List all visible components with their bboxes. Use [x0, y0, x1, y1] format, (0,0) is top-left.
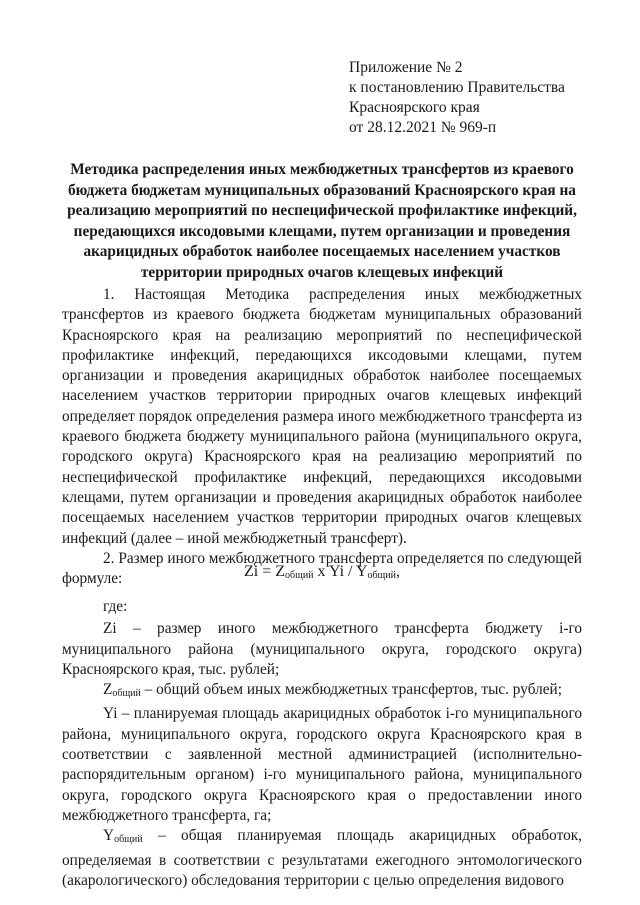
y-subscript: общий: [114, 834, 143, 846]
document-title: Методика распределения иных межбюджетных трансфертов из краевого бюджета бюджетам муниципальных образований Красноярского края на реализацию мероприятий по неспецифической профилактике инфекций, передающихся иксодовыми клещами, путем организации и проведения акарицидных обработок наиболее посещаемых населением участков территории природных очагов клещевых инфекций: [67, 161, 577, 281]
where-label: где:: [103, 598, 128, 615]
definition-yi: Yi – планируемая площадь акарицидных обработок i-го муниципального района, муниципального округа, городского округа Красноярского края в соответствии с заявленной местной администрацией (исполнительно-распорядительным органом) i-го муниципального района, муниципального округа, городского округа Красноярского края о предоставлении иного межбюджетного трансферта, га;: [62, 705, 582, 824]
appendix-number: Приложение № 2: [349, 59, 463, 76]
appendix-region: Красноярского края: [349, 99, 480, 116]
definition-y-total: [62, 826, 582, 891]
formula-tail: ,: [395, 563, 400, 580]
appendix-resolution-ref: к постановлению Правительства: [349, 79, 565, 96]
appendix-header: [349, 58, 609, 138]
y-symbol: Y: [103, 827, 115, 845]
appendix-date-number: от 28.12.2021 № 969-п: [349, 119, 497, 136]
formula-definitions: [62, 597, 582, 891]
distribution-formula: [62, 562, 582, 586]
formula-lhs: Zi = Z: [244, 563, 286, 580]
document-body: [62, 285, 582, 589]
z-description: – общий объем иных межбюджетных трансфертов, тыс. рублей;: [140, 681, 562, 699]
paragraph-2: 2. Размер иного межбюджетного трансферта определяется по следующей формуле:: [62, 549, 582, 588]
definition-zi: Zi – размер иного межбюджетного трансферта бюджету i-го муниципального района (муниципального округа, городского округа) Красноярского края, тыс. рублей;: [62, 620, 582, 678]
formula-sub-total-1: общий: [285, 570, 314, 581]
formula-mid: x Yi / Y: [313, 563, 368, 580]
z-symbol: Z: [103, 681, 113, 699]
definition-z-total: [62, 680, 582, 704]
formula-sub-total-2: общий: [367, 570, 396, 581]
paragraph-1: 1. Настоящая Методика распределения иных межбюджетных трансфертов из краевого бюджета бюджетам муниципальных образований Красноярского края на реализацию мероприятий по неспецифической профилактике инфекций, передающихся иксодовыми клещами, путем организации и проведения акарицидных обработок наиболее посещаемых населением участков территории природных очагов клещевых инфекций определяет порядок определения размера иного межбюджетного трансферта из краевого бюджета бюджету муниципального района (муниципального округа, городского округа) Красноярского края на реализацию мероприятий по неспецифической профилактике инфекций, передающихся иксодовыми клещами, путем организации и проведения акарицидных обработок наиболее посещаемых населением участков территории природных очагов клещевых инфекций (далее – иной межбюджетный трансферт).: [62, 286, 582, 547]
z-subscript: общий: [112, 688, 141, 700]
y-description: – общая планируемая площадь акарицидных обработок, определяемая в соответствии с результатами ежегодного энтомологического (акарологического) обследования территории с целью определения видового: [62, 827, 582, 889]
